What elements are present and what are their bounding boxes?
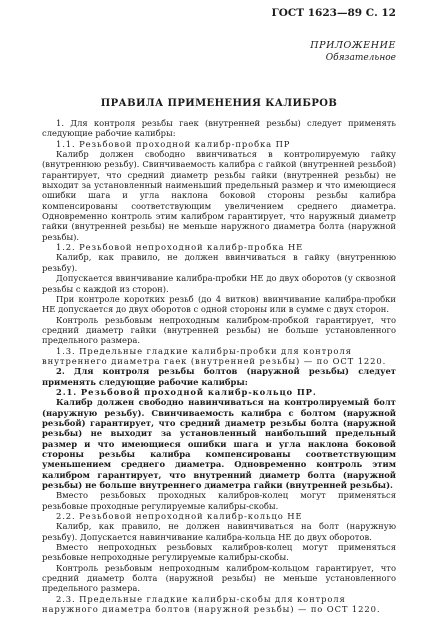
paragraph: Контроль резьбовым непроходным калибром-пробкой гарантирует, что средний диаметр гайки (внутренней резьбы) не больше установленного предельного размера. <box>42 314 396 346</box>
clause-heading: 1.3. Предельные гладкие калибры-пробки для контроля внутреннего диаметра гаек (внутренней резьбы) — по ОСТ 1220. <box>42 345 387 366</box>
paragraph: Вместо непроходных резьбовых калибров-колец могут применяться резьбовые непроходные регулируемые калибры-скобы. <box>42 542 396 563</box>
paragraph: Калибр, как правило, не должен ввинчиваться в гайку (внутреннюю резьбу). <box>42 252 396 273</box>
clause-heading: 2.3. Предельные гладкие калибры-скобы для контроля наружного диаметра болтов (наружной резьбы) — по ОСТ 1220. <box>42 593 381 615</box>
paragraph: 2. Для контроля резьбы болтов (наружной резьбы) следует применять следующие рабочие калибры: <box>42 366 396 387</box>
clause-heading: 2.1. Резьбовой проходной калибр-кольцо ПР. <box>56 386 317 397</box>
clause-heading: 2.2. Резьбовой непроходной калибр-кольцо НЕ <box>56 511 303 522</box>
paragraph: 1. Для контроля резьбы гаек (внутренней резьбы) следует применять следующие рабочие калибры: <box>42 118 396 139</box>
paragraph: Контроль резьбовым непроходным калибром-кольцом гарантирует, что средний диаметр болта (наружной резьбы) не меньше установленного предельного размера. <box>42 562 396 594</box>
appendix-block <box>310 40 396 64</box>
appendix-label: ПРИЛОЖЕНИЕ <box>310 40 396 51</box>
document-header: ГОСТ 1623—89 С. 12 <box>271 7 396 19</box>
paragraph: Калибр должен свободно навинчиваться на контролируемый болт (наружную резьбу). Свинчиваемость калибра с болтом (наружной резьбой) гарантирует, что средний диаметр резьбы болта (наружной резьбы) не выходит за установленный наибольший предельный размер и что имеющиеся ошибки шага и угла наклона боковой стороны резьбы калибра компенсированы соответствующим уменьшением среднего диаметра. Одновременно контроль этим калибром гарантирует, что внутренний диаметр болта (наружной резьбы) не больше внутреннего диаметра гайки (внутренней резьбы). <box>42 397 396 491</box>
paragraph: Калибр, как правило, не должен навинчиваться на болт (наружную резьбу). Допускается навинчивание калибра-кольца НЕ до двух оборотов. <box>42 521 396 542</box>
paragraph: Допускается ввинчивание калибра-пробки НЕ до двух оборотов (у сквозной резьбы с каждой из сторон). <box>42 273 396 294</box>
appendix-status: Обязательное <box>325 53 396 63</box>
paragraph: Вместо резьбовых проходных калибров-колец могут применяться резьбовые проходные регулируемые калибры-скобы. <box>42 490 396 511</box>
paragraph: При контроле коротких резьб (до 4 витков) ввинчивание калибра-пробки НЕ допускается до двух оборотов с одной стороны или в сумме с двух сторон. <box>42 293 396 315</box>
document-body <box>42 118 396 615</box>
clause-heading: 1.1. Резьбовой проходной калибр-пробка ПР <box>56 138 291 149</box>
clause-heading: 1.2. Резьбовой непроходной калибр-пробка НЕ <box>56 242 304 253</box>
paragraph: Калибр должен свободно ввинчиваться в контролируемую гайку (внутреннюю резьбу). Свинчиваемость калибра с гайкой (внутренней резьбой) гарантирует, что средний диаметр резьбы гайки (внутренней резьбы) не выходит за установленный наименьший предельный размер и что имеющиеся ошибки шага и угла наклона боковой стороны резьбы калибра компенсированы соответствующим увеличением среднего диаметра. Одновременно контроль этим калибром гарантирует, что наружный диаметр гайки (внутренней резьбы) не меньше наружного диаметра болта (наружной резьбы). <box>42 149 396 242</box>
section-title: ПРАВИЛА ПРИМЕНЕНИЯ КАЛИБРОВ <box>100 98 338 109</box>
